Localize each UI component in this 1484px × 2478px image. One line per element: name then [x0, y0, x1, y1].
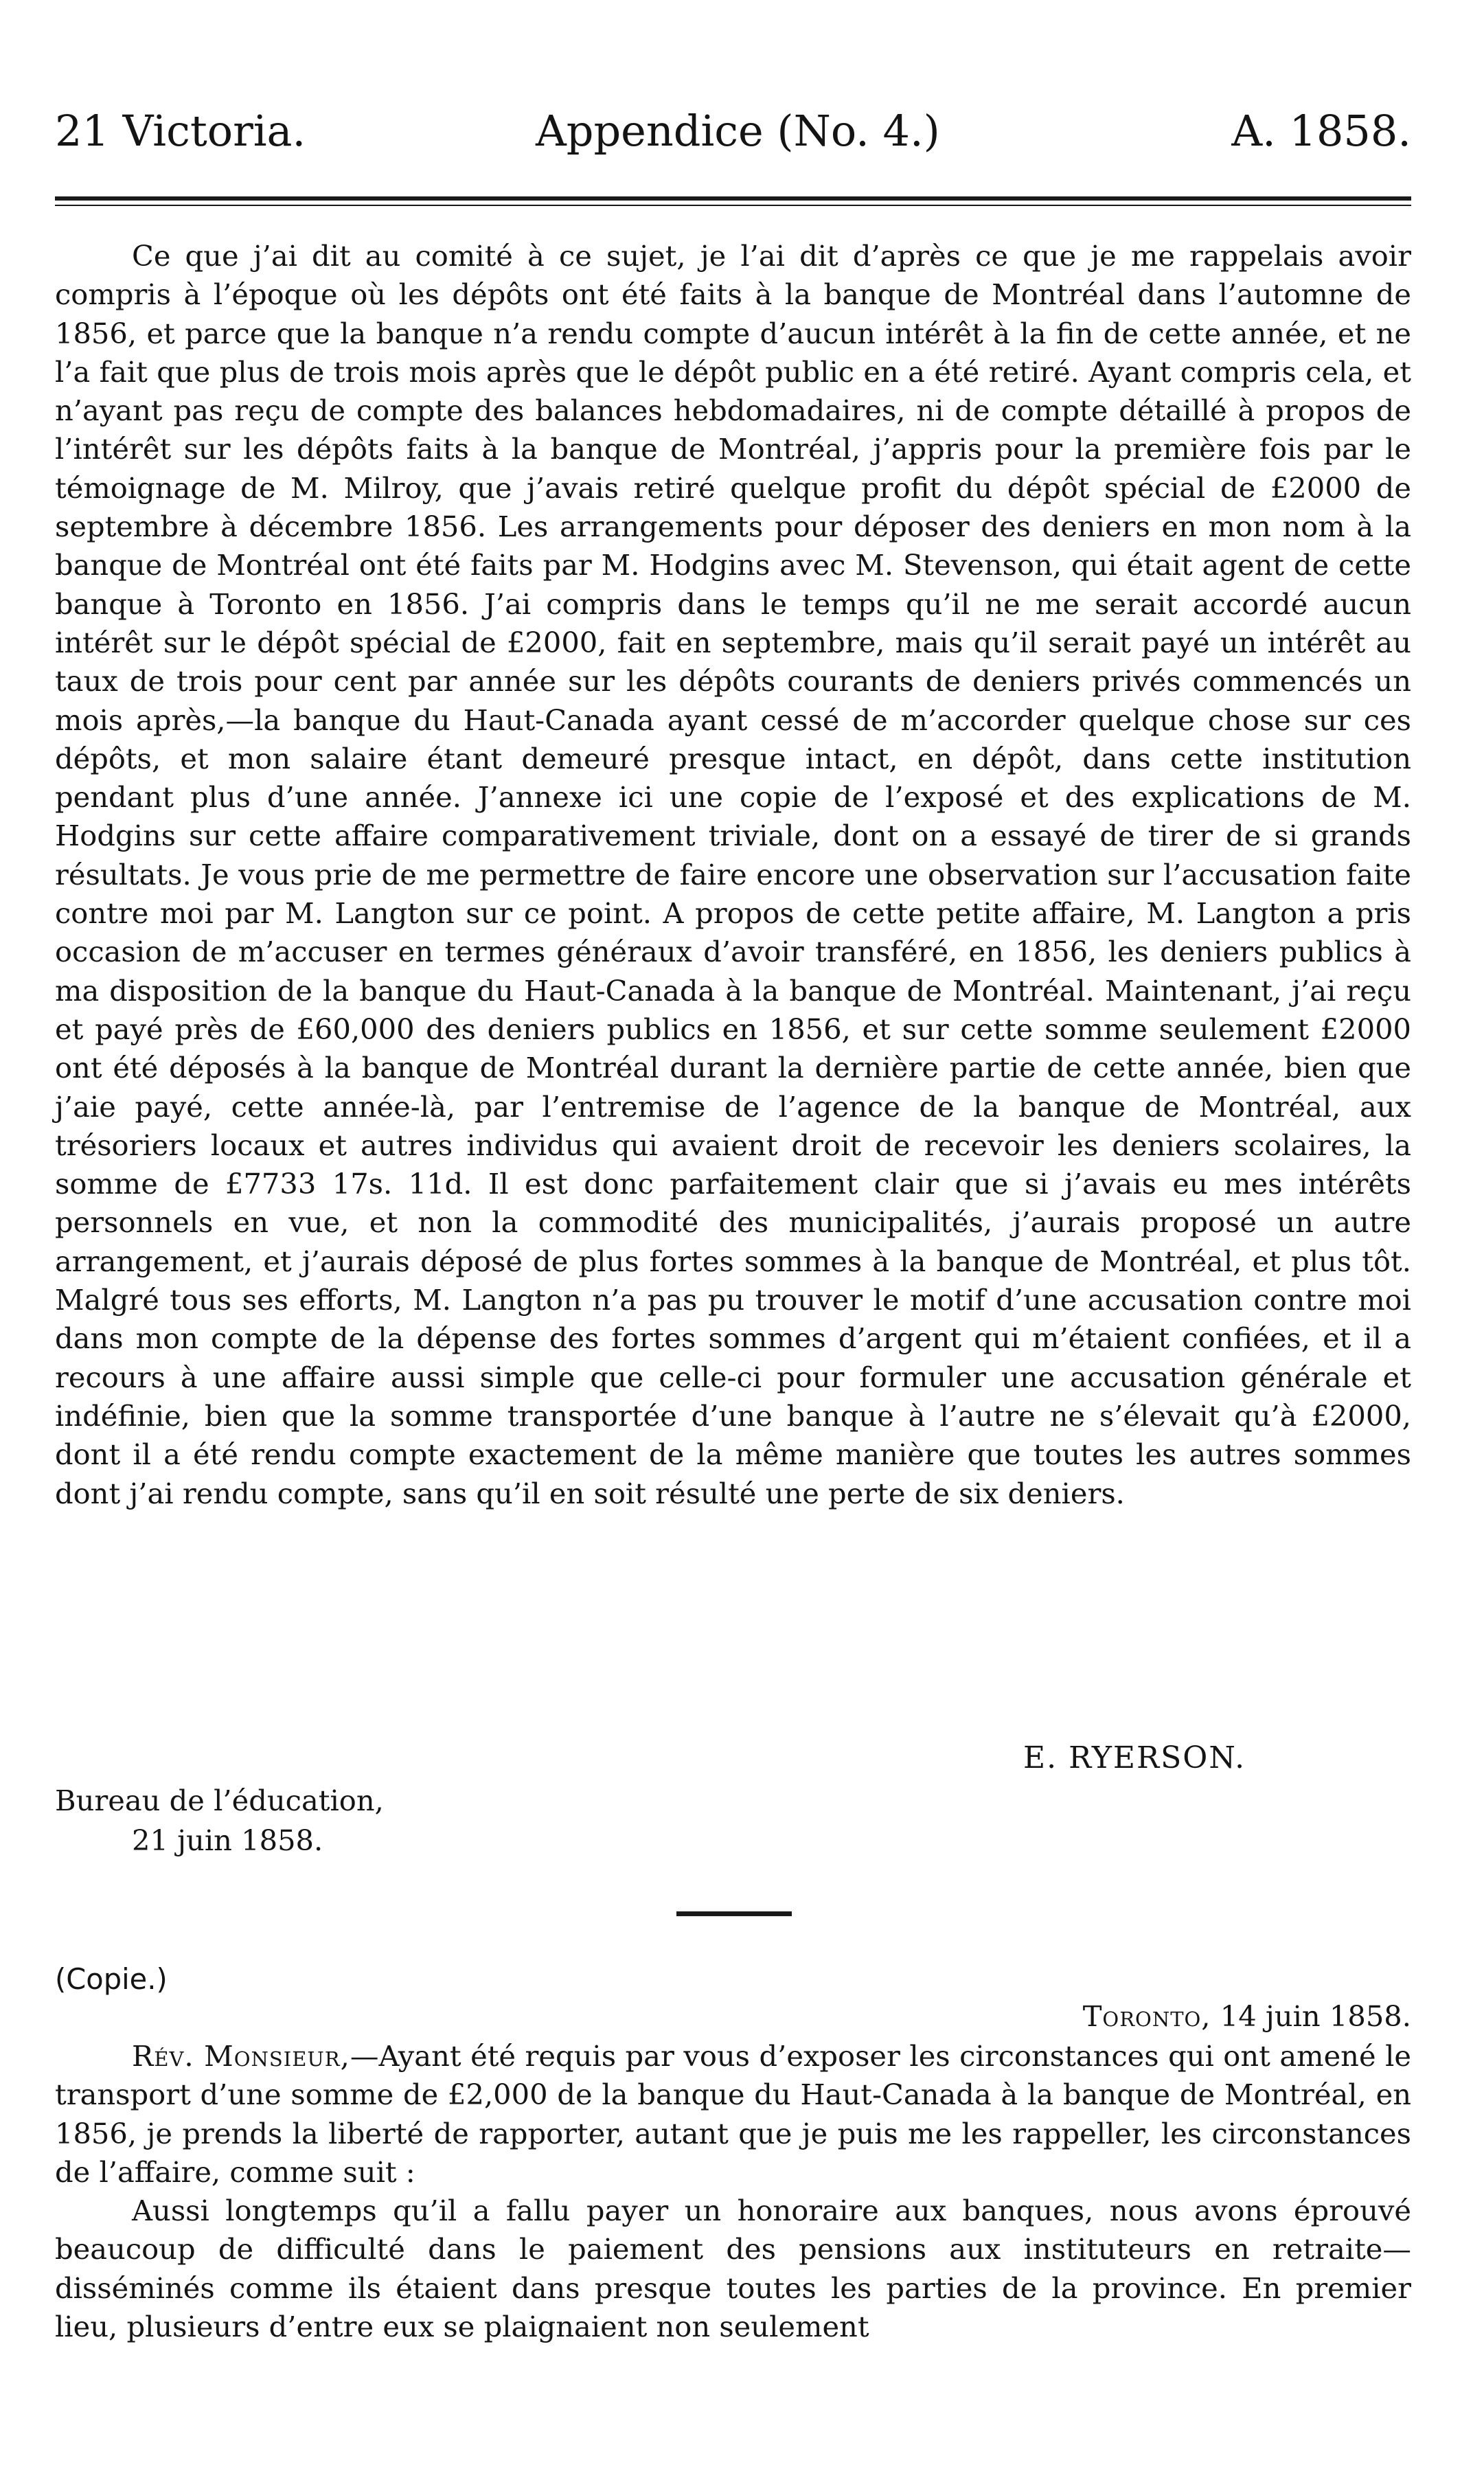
- copy-paragraph: Aussi longtemps qu’il a fallu payer un honoraire aux banques, nous avons éprouvé beaucoup de difficulté dans le paiement des pensions aux instituteurs en retraite—disséminés comme ils étaient dans presque toutes les parties de la province. En premier lieu, plusieurs d’entre eux se plaignaient non seulement: [55, 2194, 1411, 2344]
- page-header: [55, 100, 1411, 162]
- header-rule-thick: [55, 196, 1411, 201]
- signature: E. RYERSON.: [1023, 1740, 1246, 1775]
- header-rule-thin: [55, 205, 1411, 206]
- header-session: 21 Victoria.: [55, 106, 306, 156]
- dateline-city: Toronto,: [1082, 1999, 1211, 2033]
- copy-paragraph: [55, 2037, 1411, 2192]
- salutation: Rév. Monsieur,: [132, 2039, 350, 2073]
- signature-date: 21 juin 1858.: [132, 1823, 323, 1857]
- copy-letter-body: [55, 2037, 1411, 2346]
- copy-label: (Copie.): [55, 1962, 168, 1996]
- copy-dateline: [1083, 1997, 1411, 2036]
- section-separator: [676, 1911, 792, 1916]
- dateline-date: 14 juin 1858.: [1220, 1999, 1411, 2033]
- signature-place: Bureau de l’éducation,: [55, 1784, 384, 1817]
- header-year: A. 1858.: [1231, 106, 1411, 156]
- header-appendix: Appendice (No. 4.): [536, 106, 940, 156]
- letter-body: [55, 237, 1411, 1513]
- body-paragraph: Ce que j’ai dit au comité à ce sujet, je l’ai dit d’après ce que je me rappelais avoir compris à l’époque où les dépôts ont été faits à la banque de Montréal dans l’automne de 1856, et parce que la banque n’a rendu compte d’aucun intérêt à la fin de cette année, et ne l’a fait que plus de trois mois après que le dépôt public en a été retiré. Ayant compris cela, et n’ayant pas reçu de compte des balances hebdomadaires, ni de compte détaillé à propos de l’intérêt sur les dépôts faits à la banque de Montréal, j’appris pour la première fois par le témoignage de M. Milroy, que j’avais retiré quelque profit du dépôt spécial de £2000 de septembre à décembre 1856. Les arrangements pour déposer des deniers en mon nom à la banque de Montréal ont été faits par M. Hodgins avec M. Stevenson, qui était agent de cette banque à Toronto en 1856. J’ai compris dans le temps qu’il ne me serait accordé aucun intérêt sur le dépôt spécial de £2000, fait en septembre, mais qu’il serait payé un intérêt au taux de trois pour cent par année sur les dépôts courants de deniers privés commencés un mois après,—la banque du Haut-Canada ayant cessé de m’accorder quelque chose sur ces dépôts, et mon salaire étant demeuré presque intact, en dépôt, dans cette institution pendant plus d’une année. J’annexe ici une copie de l’exposé et des explications de M. Hodgins sur cette affaire comparativement triviale, dont on a essayé de tirer de si grands résultats. Je vous prie de me permettre de faire encore une observation sur l’accusation faite contre moi par M. Langton sur ce point. A propos de cette petite affaire, M. Langton a pris occasion de m’accuser en termes généraux d’avoir transféré, en 1856, les deniers publics à ma disposition de la banque du Haut-Canada à la banque de Montréal. Maintenant, j’ai reçu et payé près de £60,000 des deniers publics en 1856, et sur cette somme seulement £2000 ont été déposés à la banque de Montréal durant la dernière partie de cette année, bien que j’aie payé, cette année-là, par l’entremise de l’agence de la banque de Montréal, aux trésoriers locaux et autres individus qui avaient droit de recevoir les deniers scolaires, la somme de £7733 17s. 11d. Il est donc parfaitement clair que si j’avais eu mes intérêts personnels en vue, et non la commodité des municipalités, j’aurais proposé un autre arrangement, et j’aurais déposé de plus fortes sommes à la banque de Montréal, et plus tôt. Malgré tous ses efforts, M. Langton n’a pas pu trouver le motif d’une accusation contre moi dans mon compte de la dépense des fortes sommes d’argent qui m’étaient confiées, et il a recours à une affaire aussi simple que celle-ci pour formuler une accusation générale et indéfinie, bien que la somme transportée d’une banque à l’autre ne s’élevait qu’à £2000, dont il a été rendu compte exactement de la même manière que toutes les autres sommes dont j’ai rendu compte, sans qu’il en soit résulté une perte de six deniers.: [55, 239, 1411, 1510]
- copy-paragraph-text: —Ayant été requis par vous d’exposer les circonstances qui ont amené le transport d’une somme de £2,000 de la banque du Haut-Canada à la banque de Montréal, en 1856, je prends la liberté de rapporter, autant que je puis me les rappeller, les circonstances de l’affaire, comme suit :: [55, 2039, 1411, 2189]
